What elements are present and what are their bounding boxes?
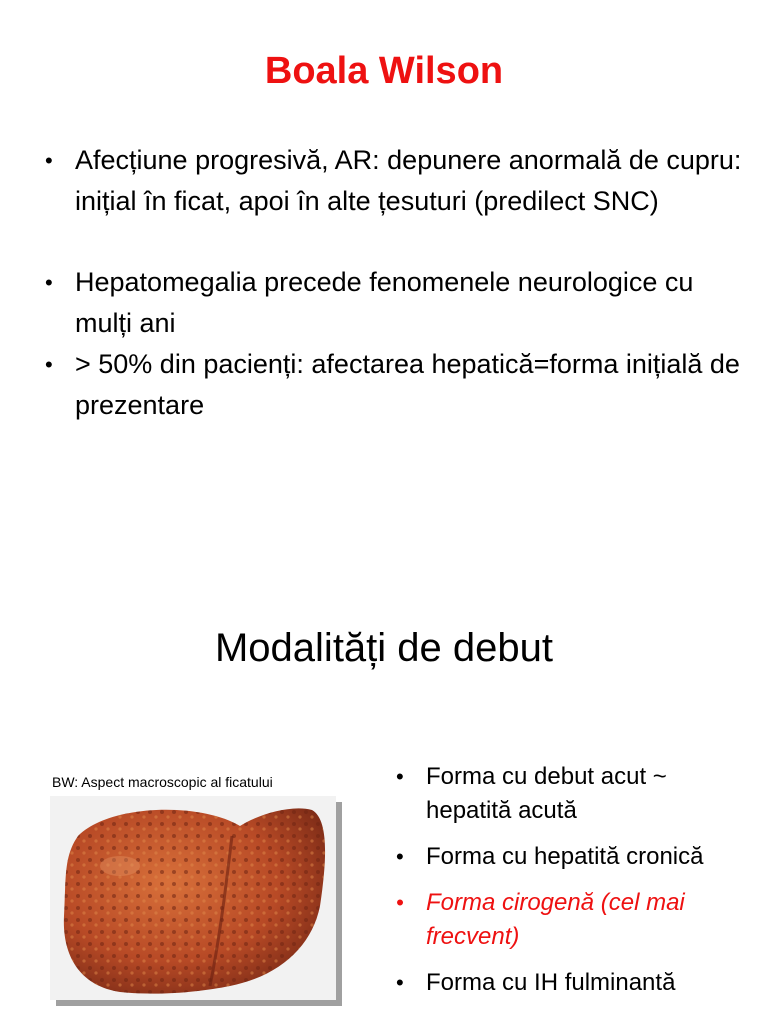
- list-item: [396, 760, 746, 828]
- list-item: [45, 262, 750, 344]
- bullet-icon: •: [396, 764, 404, 789]
- list-item: [396, 840, 746, 874]
- bullet-text: Forma cirogenă (cel mai frecvent): [426, 889, 685, 950]
- bullet-text: Forma cu hepatită cronică: [426, 843, 704, 870]
- bullet-list: [396, 760, 746, 1012]
- bullet-list: [45, 140, 750, 426]
- bullet-text: Forma cu IH fulminantă: [426, 969, 676, 996]
- image-caption: BW: Aspect macroscopic al ficatului: [52, 774, 273, 790]
- list-item: [396, 966, 746, 1000]
- bullet-icon: •: [45, 270, 53, 295]
- list-item: [45, 140, 750, 222]
- bullet-text: Hepatomegalia precede fenomenele neurologice cu mulți ani: [75, 267, 694, 338]
- list-item: [396, 886, 746, 954]
- bullet-icon: •: [396, 970, 404, 995]
- slide-title: Modalități de debut: [214, 626, 553, 670]
- bullet-icon: •: [396, 890, 404, 915]
- slide-2: [0, 560, 768, 1024]
- bullet-text: > 50% din pacienți: afectarea hepatică=forma inițială de prezentare: [75, 349, 740, 420]
- bullet-icon: •: [45, 148, 53, 173]
- bullet-text: Afecțiune progresivă, AR: depunere anormală de cupru: inițial în ficat, apoi în alte țesuturi (predilect SNC): [75, 145, 742, 216]
- bullet-icon: •: [45, 352, 53, 377]
- bullet-text: Forma cu debut acut ~ hepatită acută: [426, 763, 667, 824]
- bullet-icon: •: [396, 844, 404, 869]
- liver-photo: [50, 796, 336, 1000]
- list-item: [45, 344, 750, 426]
- slide-title: Boala Wilson: [264, 50, 504, 92]
